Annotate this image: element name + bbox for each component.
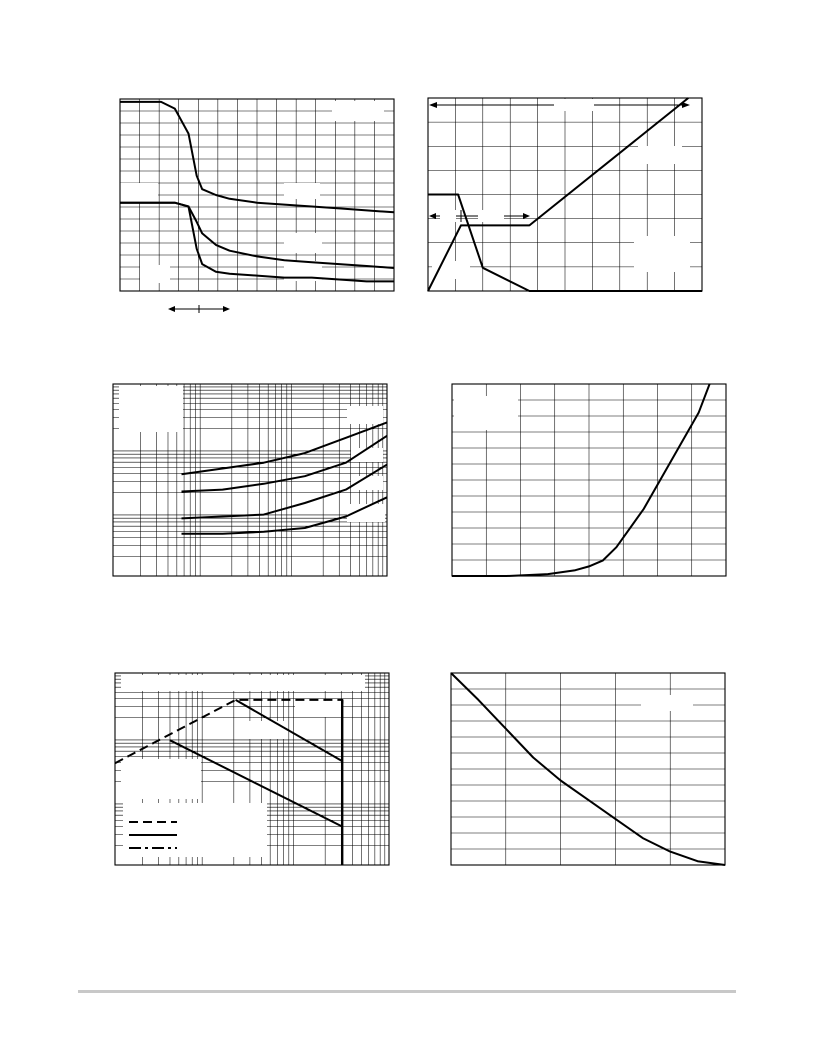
chart-5-safe-operating-area [115,673,389,865]
chart-6-label-masks [641,695,693,711]
chart-2-top-dimension-arrow [429,99,690,111]
chart-6-derating-curve [451,673,725,865]
arrow-right-icon [223,306,230,312]
chart-1-gate-curves [120,99,394,291]
arrow-left-icon [429,213,436,219]
chart-2-label-masks [432,146,690,279]
chart-4-rising-curve [452,384,726,576]
arrow-left-icon [168,306,175,312]
chart-5-label-masks [121,675,365,857]
chart-2-mid-dimension-arrow [429,210,530,222]
chart-2-switching-waveform [428,98,702,291]
arrow-left-icon [429,102,437,108]
arrow-right-icon [523,213,530,219]
chart-1-axis-range-arrow [168,304,230,314]
chart-1-grid [120,99,394,291]
footer-divider [78,990,736,993]
chart-3-log-curves [113,384,387,576]
chart-4-label-masks [454,396,518,430]
